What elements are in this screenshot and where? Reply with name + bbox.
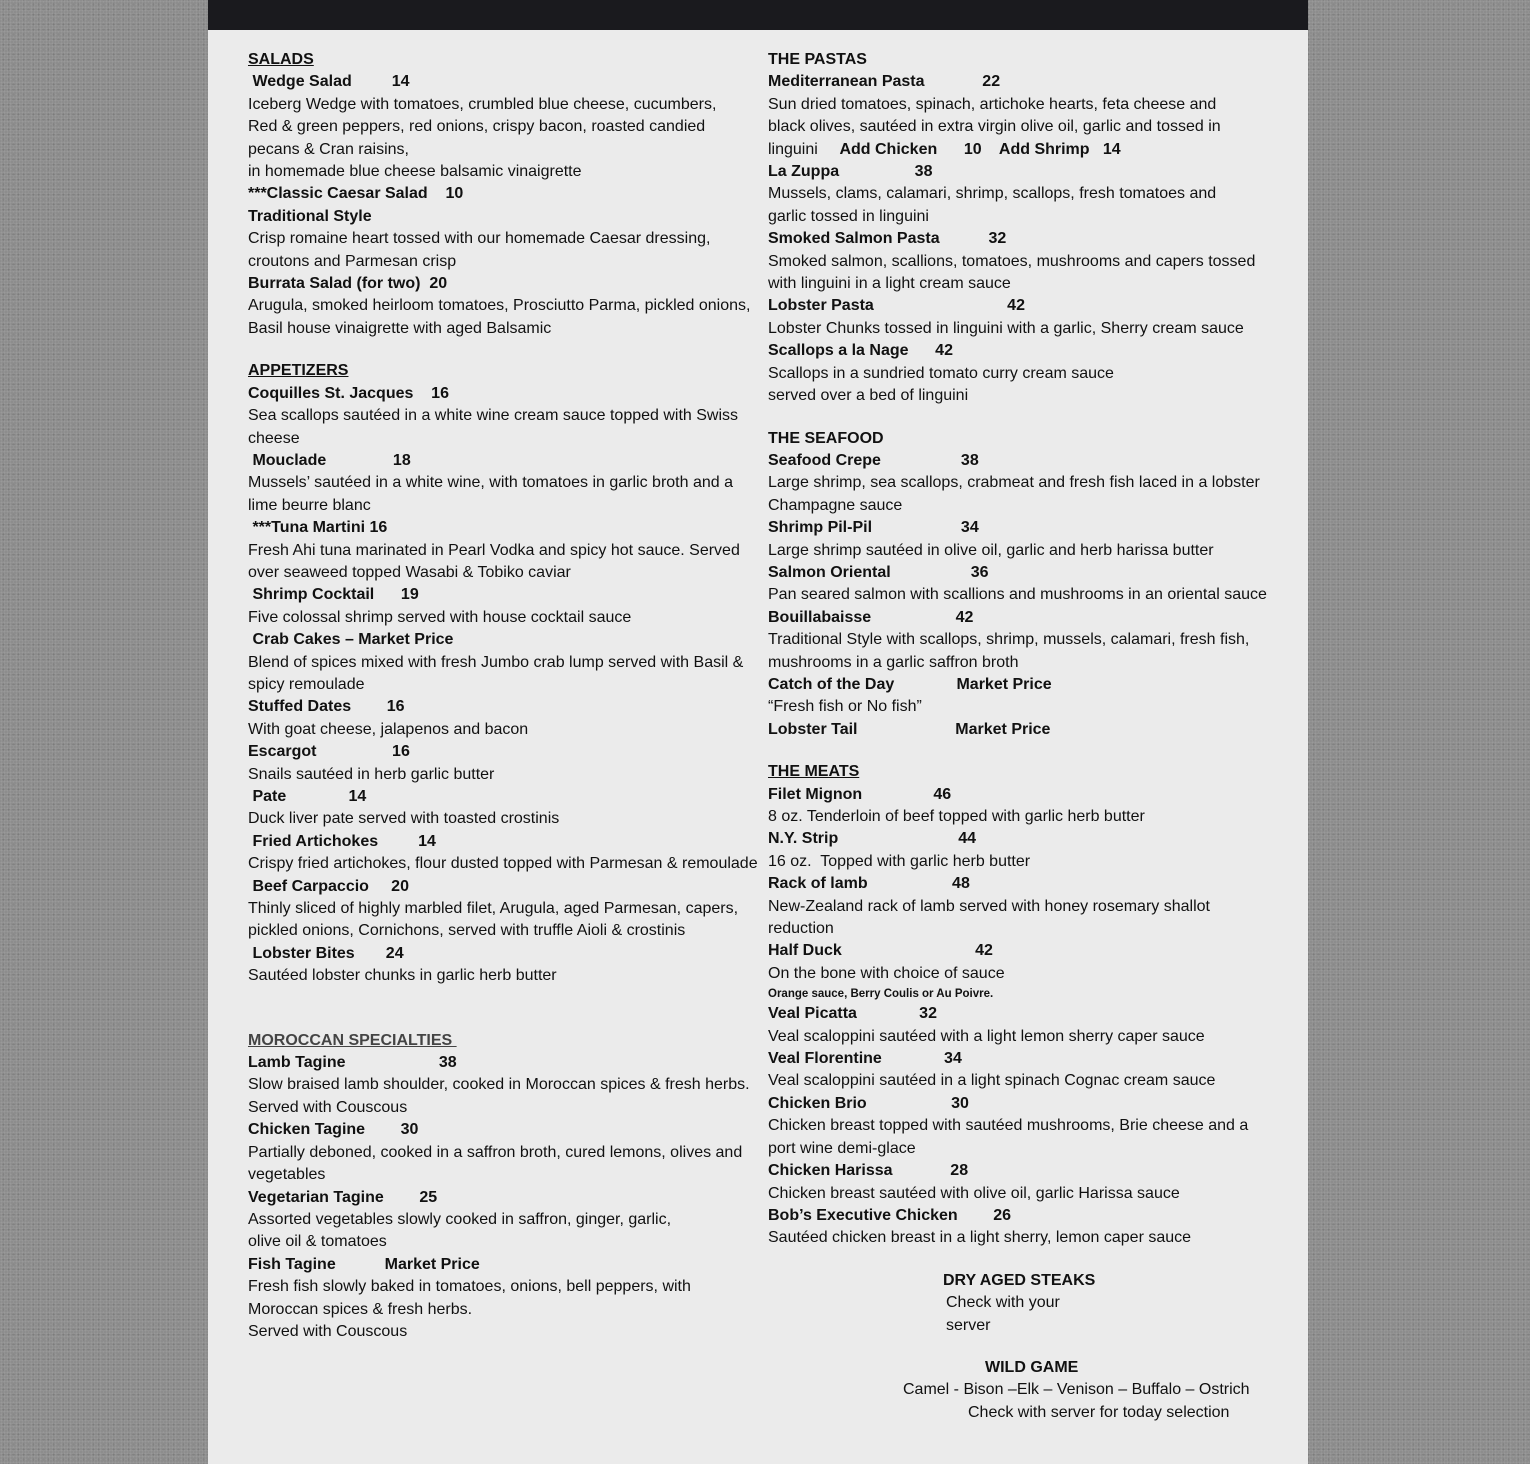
dry-aged-heading: DRY AGED STEAKS [943, 1271, 1096, 1289]
mediterranean-pasta-text: Sun dried tomatoes, spinach, artichoke hearts, feta cheese and black olives, sautéed in extra virgin olive oil, garlic and tossed in linguini [768, 95, 1221, 158]
left-column [248, 49, 758, 1343]
menu-item-desc: Pan seared salmon with scallions and mushrooms in an oriental sauce [768, 586, 1267, 604]
menu-page [208, 0, 1308, 1464]
menu-item-desc: Chicken breast topped with sautéed mushrooms, Brie cheese and a port wine demi-glace [768, 1117, 1249, 1157]
menu-item-desc: 16 oz. Topped with garlic herb butter [768, 852, 1031, 870]
menu-item-desc: Sea scallops sautéed in a white wine cream sauce topped with Swiss cheese [248, 407, 739, 447]
menu-item-title: ***Tuna Martini 16 [248, 519, 388, 537]
menu-item-title: Escargot 16 [248, 743, 410, 761]
menu-item-title: N.Y. Strip 44 [768, 830, 977, 848]
menu-item-title: Crab Cakes – Market Price [248, 631, 454, 649]
menu-item-title: Bob’s Executive Chicken 26 [768, 1206, 1012, 1224]
wild-game-list: Camel - Bison –Elk – Venison – Buffalo – Ostrich [903, 1381, 1250, 1399]
menu-item-desc: Veal scaloppini sautéed with a light lemon sherry caper sauce [768, 1027, 1205, 1045]
menu-item-title: Seafood Crepe 38 [768, 451, 979, 469]
menu-item-desc: Large shrimp, sea scallops, crabmeat and fresh fish laced in a lobster Champagne sauce [768, 474, 1260, 514]
mediterranean-pasta-desc [768, 94, 1258, 161]
wild-game-block [903, 1357, 1283, 1424]
menu-item-title: Veal Florentine 34 [768, 1050, 962, 1068]
scallops-nage-desc-2: served over a bed of linguini [768, 387, 969, 405]
appetizers-heading: APPETIZERS [248, 362, 349, 380]
menu-item-desc: Mussels, clams, calamari, shrimp, scallops, fresh tomatoes and garlic tossed in linguini [768, 185, 1217, 225]
menu-item-title: Salmon Oriental 36 [768, 563, 989, 581]
salads-heading: SALADS [248, 51, 314, 68]
menu-item-desc: Fresh Ahi tuna marinated in Pearl Vodka and spicy hot sauce. Served over seaweed topped Wasabi & Tobiko caviar [248, 541, 740, 581]
menu-item-desc: Veal scaloppini sautéed in a light spinach Cognac cream sauce [768, 1072, 1216, 1090]
half-duck-title: Half Duck 42 [768, 942, 993, 960]
lamb-tagine-title: Lamb Tagine 38 [248, 1054, 457, 1072]
fish-tagine-desc-3: Served with Couscous [248, 1322, 408, 1340]
menu-item-title: Catch of the Day Market Price [768, 675, 1052, 693]
caesar-salad-title: ***Classic Caesar Salad 10 [248, 185, 464, 203]
menu-item-desc: Traditional Style with scallops, shrimp, mussels, calamari, fresh fish, mushrooms in a garlic saffron broth [768, 631, 1250, 671]
burrata-salad-desc: Arugula, smoked heirloom tomatoes, Prosciutto Parma, pickled onions, Basil house vinaigrette with aged Balsamic [248, 297, 751, 337]
lobster-tail-title: Lobster Tail Market Price [768, 720, 1051, 738]
menu-item-title: Chicken Brio 30 [768, 1094, 969, 1112]
menu-item-desc: Large shrimp sautéed in olive oil, garlic and herb harissa butter [768, 541, 1214, 559]
menu-item-title: Lobster Bites 24 [248, 944, 404, 962]
menu-item-desc: Snails sautéed in herb garlic butter [248, 765, 495, 783]
menu-item-desc: Crispy fried artichokes, flour dusted topped with Parmesan & remoulade [248, 855, 758, 873]
dry-aged-note: Check with your server [946, 1294, 1060, 1334]
half-duck-sauces: Orange sauce, Berry Coulis or Au Poivre. [768, 988, 994, 1001]
menu-item-desc: Thinly sliced of highly marbled filet, Arugula, aged Parmesan, capers, pickled onions, Cornichons, served with truffle Aioli & crostinis [248, 900, 739, 940]
menu-item-title: Rack of lamb 48 [768, 875, 970, 893]
menu-item-desc: With goat cheese, jalapenos and bacon [248, 720, 529, 738]
menu-item-desc: 8 oz. Tenderloin of beef topped with garlic herb butter [768, 808, 1145, 825]
scallops-nage-title: Scallops a la Nage 42 [768, 342, 953, 360]
pasta-addons: Add Chicken 10 Add Shrimp 14 [817, 140, 1121, 158]
menu-item-title: Fried Artichokes 14 [248, 832, 436, 850]
mediterranean-pasta-title: Mediterranean Pasta 22 [768, 73, 1001, 91]
top-bar [208, 0, 1308, 30]
wedge-salad-desc: Iceberg Wedge with tomatoes, crumbled blue cheese, cucumbers, Red & green peppers, red onions, crispy bacon, roasted candied pecans & Cran raisins, [248, 95, 717, 158]
burrata-salad-title: Burrata Salad (for two) 20 [248, 275, 448, 293]
menu-item-title: Beef Carpaccio 20 [248, 877, 409, 895]
caesar-salad-desc: Crisp romaine heart tossed with our homemade Caesar dressing, croutons and Parmesan crisp [248, 230, 711, 270]
menu-item-title: Shrimp Cocktail 19 [248, 586, 419, 604]
menu-item-desc: “Fresh fish or No fish” [768, 698, 922, 716]
right-column [768, 49, 1288, 1424]
menu-item-desc: Duck liver pate served with toasted crostinis [248, 810, 560, 828]
menu-item-desc: Chicken breast sautéed with olive oil, garlic Harissa sauce [768, 1184, 1180, 1202]
menu-item-desc: Sautéed chicken breast in a light sherry, lemon caper sauce [768, 1229, 1192, 1247]
fish-tagine-desc: Fresh fish slowly baked in tomatoes, onions, bell peppers, with [248, 1278, 691, 1296]
wild-game-heading: WILD GAME [985, 1358, 1079, 1376]
menu-item-title: Lobster Pasta 42 [768, 297, 1025, 315]
wild-game-note: Check with server for today selection [968, 1403, 1230, 1421]
menu-item-desc: Sautéed lobster chunks in garlic herb butter [248, 967, 557, 985]
menu-item-title: Smoked Salmon Pasta 32 [768, 230, 1007, 248]
fish-tagine-title: Fish Tagine Market Price [248, 1255, 480, 1273]
fish-tagine-desc-2: Moroccan spices & fresh herbs. [248, 1300, 473, 1318]
menu-item-title: Stuffed Dates 16 [248, 698, 405, 716]
caesar-salad-subtitle: Traditional Style [248, 207, 372, 225]
menu-item-title: Bouillabaisse 42 [768, 608, 974, 626]
menu-item-title: La Zuppa 38 [768, 163, 933, 181]
vegetarian-tagine-desc: Assorted vegetables slowly cooked in saffron, ginger, garlic, [248, 1210, 672, 1228]
wedge-salad-title: Wedge Salad 14 [248, 73, 410, 91]
wedge-salad-desc-2: in homemade blue cheese balsamic vinaigrette [248, 163, 582, 181]
menu-item-desc: Blend of spices mixed with fresh Jumbo crab lump served with Basil & spicy remoulade [248, 653, 744, 693]
chicken-tagine-desc: Partially deboned, cooked in a saffron broth, cured lemons, olives and vegetables [248, 1143, 743, 1184]
menu-item-title: Veal Picatta 32 [768, 1005, 937, 1023]
menu-item-title: Shrimp Pil-Pil 34 [768, 519, 979, 537]
meats-heading: THE MEATS [768, 763, 860, 781]
chicken-tagine-title: Chicken Tagine 30 [248, 1121, 419, 1139]
menu-item-title: Mouclade 18 [248, 451, 411, 469]
lamb-tagine-desc: Slow braised lamb shoulder, cooked in Moroccan spices & fresh herbs. Served with Couscous [248, 1076, 750, 1116]
moroccan-heading: MOROCCAN SPECIALTIES [248, 1031, 457, 1049]
menu-item-desc: Five colossal shrimp served with house cocktail sauce [248, 608, 632, 626]
vegetarian-tagine-title: Vegetarian Tagine 25 [248, 1188, 438, 1206]
half-duck-desc: On the bone with choice of sauce [768, 964, 1005, 982]
scallops-nage-desc: Scallops in a sundried tomato curry cream sauce [768, 364, 1114, 382]
seafood-heading: THE SEAFOOD [768, 429, 884, 447]
menu-item-desc: Mussels’ sautéed in a white wine, with tomatoes in garlic broth and a lime beurre blanc [248, 474, 733, 514]
appetizers-list [248, 383, 758, 988]
menu-item-title: Filet Mignon 46 [768, 785, 952, 803]
dry-aged-block [943, 1270, 1103, 1337]
menu-item-title: Chicken Harissa 28 [768, 1162, 969, 1180]
menu-item-desc: New-Zealand rack of lamb served with honey rosemary shallot reduction [768, 897, 1210, 938]
menu-item-desc: Smoked salmon, scallions, tomatoes, mushrooms and capers tossed with linguini in a light cream sauce [768, 252, 1256, 293]
menu-item-title: Pate 14 [248, 788, 367, 805]
menu-item-title: Coquilles St. Jacques 16 [248, 384, 449, 402]
pastas-heading: THE PASTAS [768, 51, 867, 68]
menu-item-desc: Lobster Chunks tossed in linguini with a garlic, Sherry cream sauce [768, 319, 1244, 337]
vegetarian-tagine-desc-2: olive oil & tomatoes [248, 1233, 387, 1251]
